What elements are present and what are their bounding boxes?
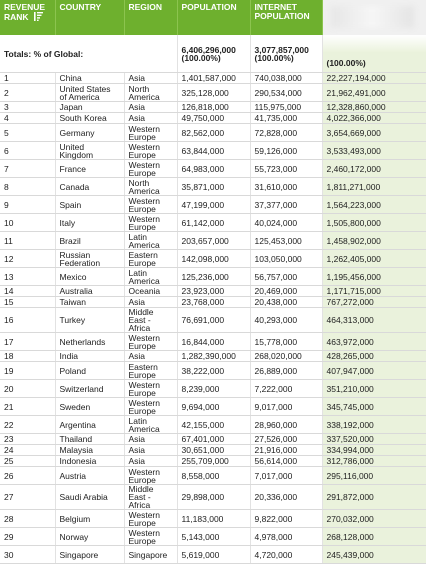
rank-cell: 29	[0, 528, 55, 546]
revenue-cell: 3,654,669,000	[322, 124, 426, 142]
internet-population-cell: 125,453,000	[250, 232, 322, 250]
country-cell: United States of America	[55, 84, 124, 102]
population-cell: 30,651,000	[177, 445, 250, 456]
country-cell: Sweden	[55, 398, 124, 416]
internet-population-cell: 59,126,000	[250, 142, 322, 160]
internet-population-cell: 41,735,000	[250, 113, 322, 124]
population-cell: 255,709,000	[177, 456, 250, 467]
table-row	[0, 380, 426, 398]
rank-cell: 4	[0, 113, 55, 124]
revenue-cell: 291,872,000	[322, 485, 426, 510]
revenue-cell: 1,564,223,000	[322, 196, 426, 214]
population-cell: 325,128,000	[177, 84, 250, 102]
region-cell: Western Europe	[124, 196, 177, 214]
country-cell: China	[55, 73, 124, 84]
table-row	[0, 124, 426, 142]
region-cell: Western Europe	[124, 160, 177, 178]
population-cell: 64,983,000	[177, 160, 250, 178]
population-cell: 23,768,000	[177, 297, 250, 308]
internet-population-cell: 20,336,000	[250, 485, 322, 510]
internet-population-cell: 103,050,000	[250, 250, 322, 268]
internet-population-cell: 115,975,000	[250, 102, 322, 113]
region-cell: North America	[124, 84, 177, 102]
totals-population: 6,406,296,000 (100.00%)	[177, 35, 250, 73]
population-cell: 38,222,000	[177, 362, 250, 380]
totals-row	[0, 35, 426, 73]
region-cell: Middle East - Africa	[124, 485, 177, 510]
internet-population-cell: 268,020,000	[250, 351, 322, 362]
country-cell: Saudi Arabia	[55, 485, 124, 510]
region-cell: Asia	[124, 434, 177, 445]
rank-cell: 9	[0, 196, 55, 214]
rank-cell: 8	[0, 178, 55, 196]
country-cell: Italy	[55, 214, 124, 232]
region-cell: North America	[124, 178, 177, 196]
rank-cell: 17	[0, 333, 55, 351]
totals-label: Totals: % of Global:	[0, 35, 177, 73]
rank-cell: 25	[0, 456, 55, 467]
table-row	[0, 362, 426, 380]
rank-cell: 23	[0, 434, 55, 445]
revenue-cell: 245,439,000	[322, 546, 426, 564]
region-cell: Western Europe	[124, 467, 177, 485]
population-cell: 126,818,000	[177, 102, 250, 113]
internet-population-cell: 26,889,000	[250, 362, 322, 380]
rank-cell: 16	[0, 308, 55, 333]
population-cell: 9,694,000	[177, 398, 250, 416]
country-cell: Netherlands	[55, 333, 124, 351]
revenue-cell: 338,192,000	[322, 416, 426, 434]
revenue-cell: 3,533,493,000	[322, 142, 426, 160]
country-cell: Brazil	[55, 232, 124, 250]
region-cell: Western Europe	[124, 528, 177, 546]
internet-population-cell: 15,778,000	[250, 333, 322, 351]
internet-population-cell: 20,469,000	[250, 286, 322, 297]
table-row	[0, 214, 426, 232]
country-cell: Taiwan	[55, 297, 124, 308]
revenue-cell: 464,313,000	[322, 308, 426, 333]
revenue-cell: 22,227,194,000	[322, 73, 426, 84]
country-cell: Norway	[55, 528, 124, 546]
internet-population-cell: 72,828,000	[250, 124, 322, 142]
country-cell: Spain	[55, 196, 124, 214]
country-cell: Australia	[55, 286, 124, 297]
population-cell: 8,239,000	[177, 380, 250, 398]
rank-cell: 27	[0, 485, 55, 510]
rank-cell: 6	[0, 142, 55, 160]
revenue-cell: 428,265,000	[322, 351, 426, 362]
region-cell: Asia	[124, 113, 177, 124]
sort-descending-icon[interactable]	[34, 12, 44, 23]
population-cell: 63,844,000	[177, 142, 250, 160]
table-row	[0, 113, 426, 124]
region-cell: Western Europe	[124, 380, 177, 398]
revenue-cell: 345,745,000	[322, 398, 426, 416]
region-cell: Western Europe	[124, 398, 177, 416]
population-cell: 82,562,000	[177, 124, 250, 142]
country-cell: Thailand	[55, 434, 124, 445]
internet-population-cell: 21,916,000	[250, 445, 322, 456]
revenue-cell: 295,116,000	[322, 467, 426, 485]
rank-cell: 19	[0, 362, 55, 380]
country-cell: Canada	[55, 178, 124, 196]
rank-cell: 22	[0, 416, 55, 434]
revenue-cell: 1,171,715,000	[322, 286, 426, 297]
region-cell: Asia	[124, 351, 177, 362]
rank-cell: 28	[0, 510, 55, 528]
revenue-cell: 407,947,000	[322, 362, 426, 380]
region-cell: Western Europe	[124, 333, 177, 351]
internet-population-cell: 7,017,000	[250, 467, 322, 485]
population-cell: 35,871,000	[177, 178, 250, 196]
table-row	[0, 416, 426, 434]
internet-population-cell: 290,534,000	[250, 84, 322, 102]
country-cell: Singapore	[55, 546, 124, 564]
region-cell: Oceania	[124, 286, 177, 297]
region-cell: Asia	[124, 456, 177, 467]
population-cell: 1,401,587,000	[177, 73, 250, 84]
table-row	[0, 84, 426, 102]
internet-population-cell: 31,610,000	[250, 178, 322, 196]
population-cell: 76,691,000	[177, 308, 250, 333]
blur-overlay	[323, 35, 426, 53]
totals-revenue	[322, 35, 426, 73]
population-cell: 23,923,000	[177, 286, 250, 297]
population-cell: 1,282,390,000	[177, 351, 250, 362]
rank-cell: 15	[0, 297, 55, 308]
rank-cell: 3	[0, 102, 55, 113]
internet-population-cell: 740,038,000	[250, 73, 322, 84]
revenue-cell: 1,505,800,000	[322, 214, 426, 232]
table-row	[0, 196, 426, 214]
rank-cell: 11	[0, 232, 55, 250]
table-row	[0, 333, 426, 351]
table-row	[0, 351, 426, 362]
rank-cell: 24	[0, 445, 55, 456]
internet-population-cell: 55,723,000	[250, 160, 322, 178]
country-cell: South Korea	[55, 113, 124, 124]
region-cell: Latin America	[124, 416, 177, 434]
country-cell: France	[55, 160, 124, 178]
header-row	[0, 0, 426, 35]
region-cell: Eastern Europe	[124, 362, 177, 380]
totals-revenue-value: (100.00%)	[326, 58, 366, 68]
table-row	[0, 142, 426, 160]
population-cell: 11,183,000	[177, 510, 250, 528]
rank-cell: 18	[0, 351, 55, 362]
region-cell: Western Europe	[124, 214, 177, 232]
revenue-cell: 312,786,000	[322, 456, 426, 467]
internet-population-cell: 56,757,000	[250, 268, 322, 286]
internet-population-cell: 40,024,000	[250, 214, 322, 232]
population-cell: 203,657,000	[177, 232, 250, 250]
country-cell: Russian Federation	[55, 250, 124, 268]
population-cell: 5,619,000	[177, 546, 250, 564]
table-row	[0, 102, 426, 113]
table-row	[0, 268, 426, 286]
revenue-cell: 1,195,456,000	[322, 268, 426, 286]
table-row	[0, 510, 426, 528]
revenue-cell: 1,262,405,000	[322, 250, 426, 268]
internet-population-cell: 9,017,000	[250, 398, 322, 416]
population-cell: 16,844,000	[177, 333, 250, 351]
population-cell: 125,236,000	[177, 268, 250, 286]
table-row	[0, 232, 426, 250]
country-cell: Austria	[55, 467, 124, 485]
revenue-cell: 334,994,000	[322, 445, 426, 456]
region-cell: Singapore	[124, 546, 177, 564]
country-cell: Mexico	[55, 268, 124, 286]
table-row	[0, 456, 426, 467]
revenue-cell: 4,022,366,000	[322, 113, 426, 124]
header-population[interactable]: POPULATION	[177, 0, 250, 35]
country-cell: Japan	[55, 102, 124, 113]
region-cell: Latin America	[124, 232, 177, 250]
header-rank-label: REVENUE RANK	[4, 2, 46, 22]
country-cell: Argentina	[55, 416, 124, 434]
table-row	[0, 398, 426, 416]
table-row	[0, 434, 426, 445]
rank-cell: 12	[0, 250, 55, 268]
table-row	[0, 160, 426, 178]
country-cell: Malaysia	[55, 445, 124, 456]
table-row	[0, 308, 426, 333]
population-cell: 49,750,000	[177, 113, 250, 124]
internet-population-cell: 4,720,000	[250, 546, 322, 564]
population-cell: 29,898,000	[177, 485, 250, 510]
region-cell: Eastern Europe	[124, 250, 177, 268]
country-cell: Germany	[55, 124, 124, 142]
rank-cell: 7	[0, 160, 55, 178]
region-cell: Middle East - Africa	[124, 308, 177, 333]
internet-population-cell: 7,222,000	[250, 380, 322, 398]
population-cell: 42,155,000	[177, 416, 250, 434]
country-cell: Turkey	[55, 308, 124, 333]
header-rank[interactable]	[0, 0, 55, 35]
region-cell: Asia	[124, 102, 177, 113]
population-cell: 8,558,000	[177, 467, 250, 485]
rank-cell: 1	[0, 73, 55, 84]
region-cell: Asia	[124, 297, 177, 308]
rank-cell: 30	[0, 546, 55, 564]
internet-population-cell: 56,614,000	[250, 456, 322, 467]
rank-cell: 21	[0, 398, 55, 416]
table-row	[0, 528, 426, 546]
revenue-cell: 463,972,000	[322, 333, 426, 351]
revenue-cell: 21,962,491,000	[322, 84, 426, 102]
table-row	[0, 250, 426, 268]
region-cell: Asia	[124, 445, 177, 456]
internet-population-cell: 4,978,000	[250, 528, 322, 546]
revenue-cell: 270,032,000	[322, 510, 426, 528]
internet-population-cell: 40,293,000	[250, 308, 322, 333]
rank-cell: 2	[0, 84, 55, 102]
rank-cell: 13	[0, 268, 55, 286]
country-cell: India	[55, 351, 124, 362]
revenue-cell: 1,458,902,000	[322, 232, 426, 250]
totals-internet: 3,077,857,000 (100.00%)	[250, 35, 322, 73]
revenue-cell: 337,520,000	[322, 434, 426, 445]
table-row	[0, 73, 426, 84]
population-cell: 61,142,000	[177, 214, 250, 232]
internet-population-cell: 28,960,000	[250, 416, 322, 434]
table-row	[0, 467, 426, 485]
region-cell: Western Europe	[124, 510, 177, 528]
table-row	[0, 485, 426, 510]
population-cell: 5,143,000	[177, 528, 250, 546]
table-row	[0, 546, 426, 564]
revenue-cell: 351,210,000	[322, 380, 426, 398]
revenue-cell: 2,460,172,000	[322, 160, 426, 178]
internet-population-cell: 37,377,000	[250, 196, 322, 214]
table-row	[0, 286, 426, 297]
region-cell: Western Europe	[124, 124, 177, 142]
rank-cell: 20	[0, 380, 55, 398]
internet-population-cell: 9,822,000	[250, 510, 322, 528]
header-country[interactable]: COUNTRY	[55, 0, 124, 35]
table-row	[0, 178, 426, 196]
rank-cell: 10	[0, 214, 55, 232]
table-row	[0, 445, 426, 456]
country-cell: Switzerland	[55, 380, 124, 398]
internet-population-cell: 27,526,000	[250, 434, 322, 445]
table-row	[0, 297, 426, 308]
population-cell: 67,401,000	[177, 434, 250, 445]
region-cell: Asia	[124, 73, 177, 84]
rank-cell: 14	[0, 286, 55, 297]
region-cell: Latin America	[124, 268, 177, 286]
revenue-cell: 1,811,271,000	[322, 178, 426, 196]
header-revenue[interactable]	[322, 0, 426, 35]
revenue-cell: 12,328,860,000	[322, 102, 426, 113]
rank-cell: 26	[0, 467, 55, 485]
country-cell: Belgium	[55, 510, 124, 528]
revenue-cell: 268,128,000	[322, 528, 426, 546]
internet-population-cell: 20,438,000	[250, 297, 322, 308]
rank-cell: 5	[0, 124, 55, 142]
header-region[interactable]: REGION	[124, 0, 177, 35]
country-cell: United Kingdom	[55, 142, 124, 160]
header-internet-population[interactable]: INTERNET POPULATION	[250, 0, 322, 35]
revenue-cell: 767,272,000	[322, 297, 426, 308]
country-cell: Indonesia	[55, 456, 124, 467]
country-cell: Poland	[55, 362, 124, 380]
population-cell: 142,098,000	[177, 250, 250, 268]
region-cell: Western Europe	[124, 142, 177, 160]
population-cell: 47,199,000	[177, 196, 250, 214]
